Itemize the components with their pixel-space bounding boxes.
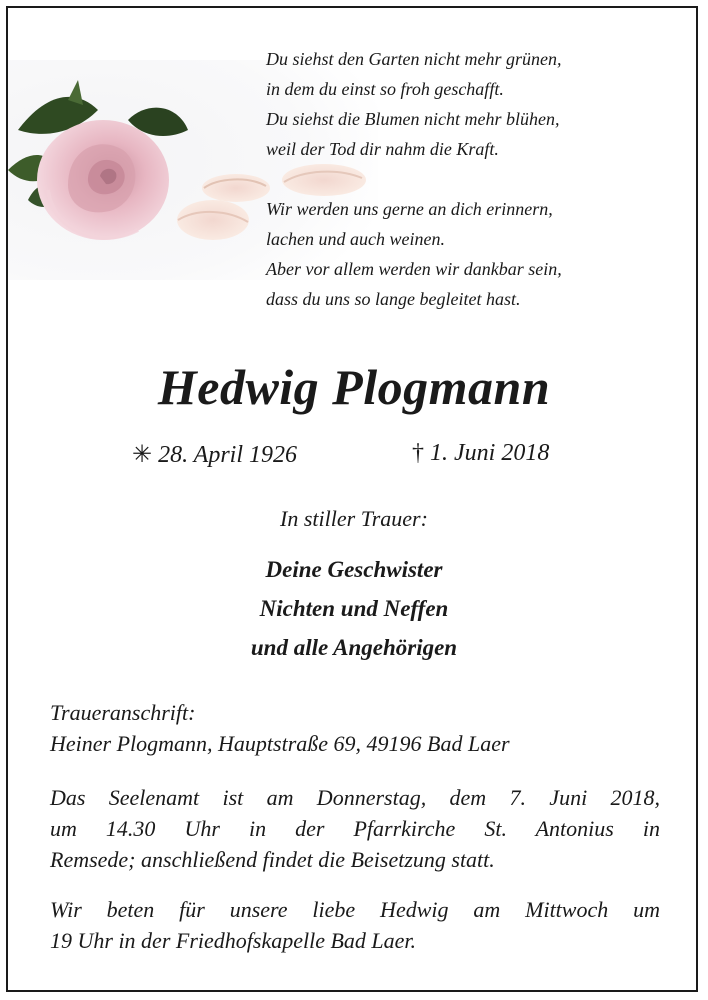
mourner-line: Deine Geschwister (265, 557, 443, 582)
mourner-line: Nichten und Neffen (259, 596, 449, 621)
poem-line: weil der Tod dir nahm die Kraft. (266, 139, 499, 159)
service-notice (50, 782, 660, 875)
prayer-line: Wir beten für unsere liebe Hedwig am Mittwoch um (50, 897, 660, 922)
prayer-notice (50, 894, 660, 956)
mourner-line: und alle Angehörigen (250, 635, 458, 660)
death-cross-icon: † (412, 440, 424, 466)
mourning-intro: In stiller Trauer: (280, 506, 428, 531)
service-line: Remsede; anschließend findet die Beisetzung statt. (50, 847, 495, 872)
death-date (412, 440, 549, 467)
address-text: Heiner Plogmann, Hauptstraße 69, 49196 Bad Laer (50, 731, 510, 756)
prayer-line: 19 Uhr in der Friedhofskapelle Bad Laer. (50, 928, 417, 953)
poem-line: in dem du einst so froh geschafft. (266, 79, 504, 99)
death-date-text: 1. Juni 2018 (430, 440, 550, 466)
poem-stanza-1 (266, 44, 686, 164)
poem-stanza-2 (266, 194, 686, 314)
poem (266, 44, 686, 314)
poem-line: Wir werden uns gerne an dich erinnern, (266, 199, 553, 219)
poem-line: lachen und auch weinen. (266, 229, 445, 249)
poem-line: Du siehst die Blumen nicht mehr blühen, (266, 109, 560, 129)
service-line: Das Seelenamt ist am Donnerstag, dem 7. Juni 2018, (50, 785, 660, 810)
address-label: Traueranschrift: (50, 700, 196, 725)
birth-date (132, 440, 297, 469)
birth-date-text: 28. April 1926 (158, 442, 298, 468)
mourning-address (50, 697, 660, 759)
mourners-list (0, 550, 708, 667)
service-line: um 14.30 Uhr in der Pfarrkirche St. Antonius in (50, 816, 660, 841)
deceased-name: Hedwig Plogmann (157, 359, 551, 415)
poem-line: Aber vor allem werden wir dankbar sein, (266, 259, 562, 279)
poem-line: Du siehst den Garten nicht mehr grünen, (266, 49, 562, 69)
poem-line: dass du uns so lange begleitet hast. (266, 289, 521, 309)
birth-star-icon: ✳ (132, 442, 153, 468)
